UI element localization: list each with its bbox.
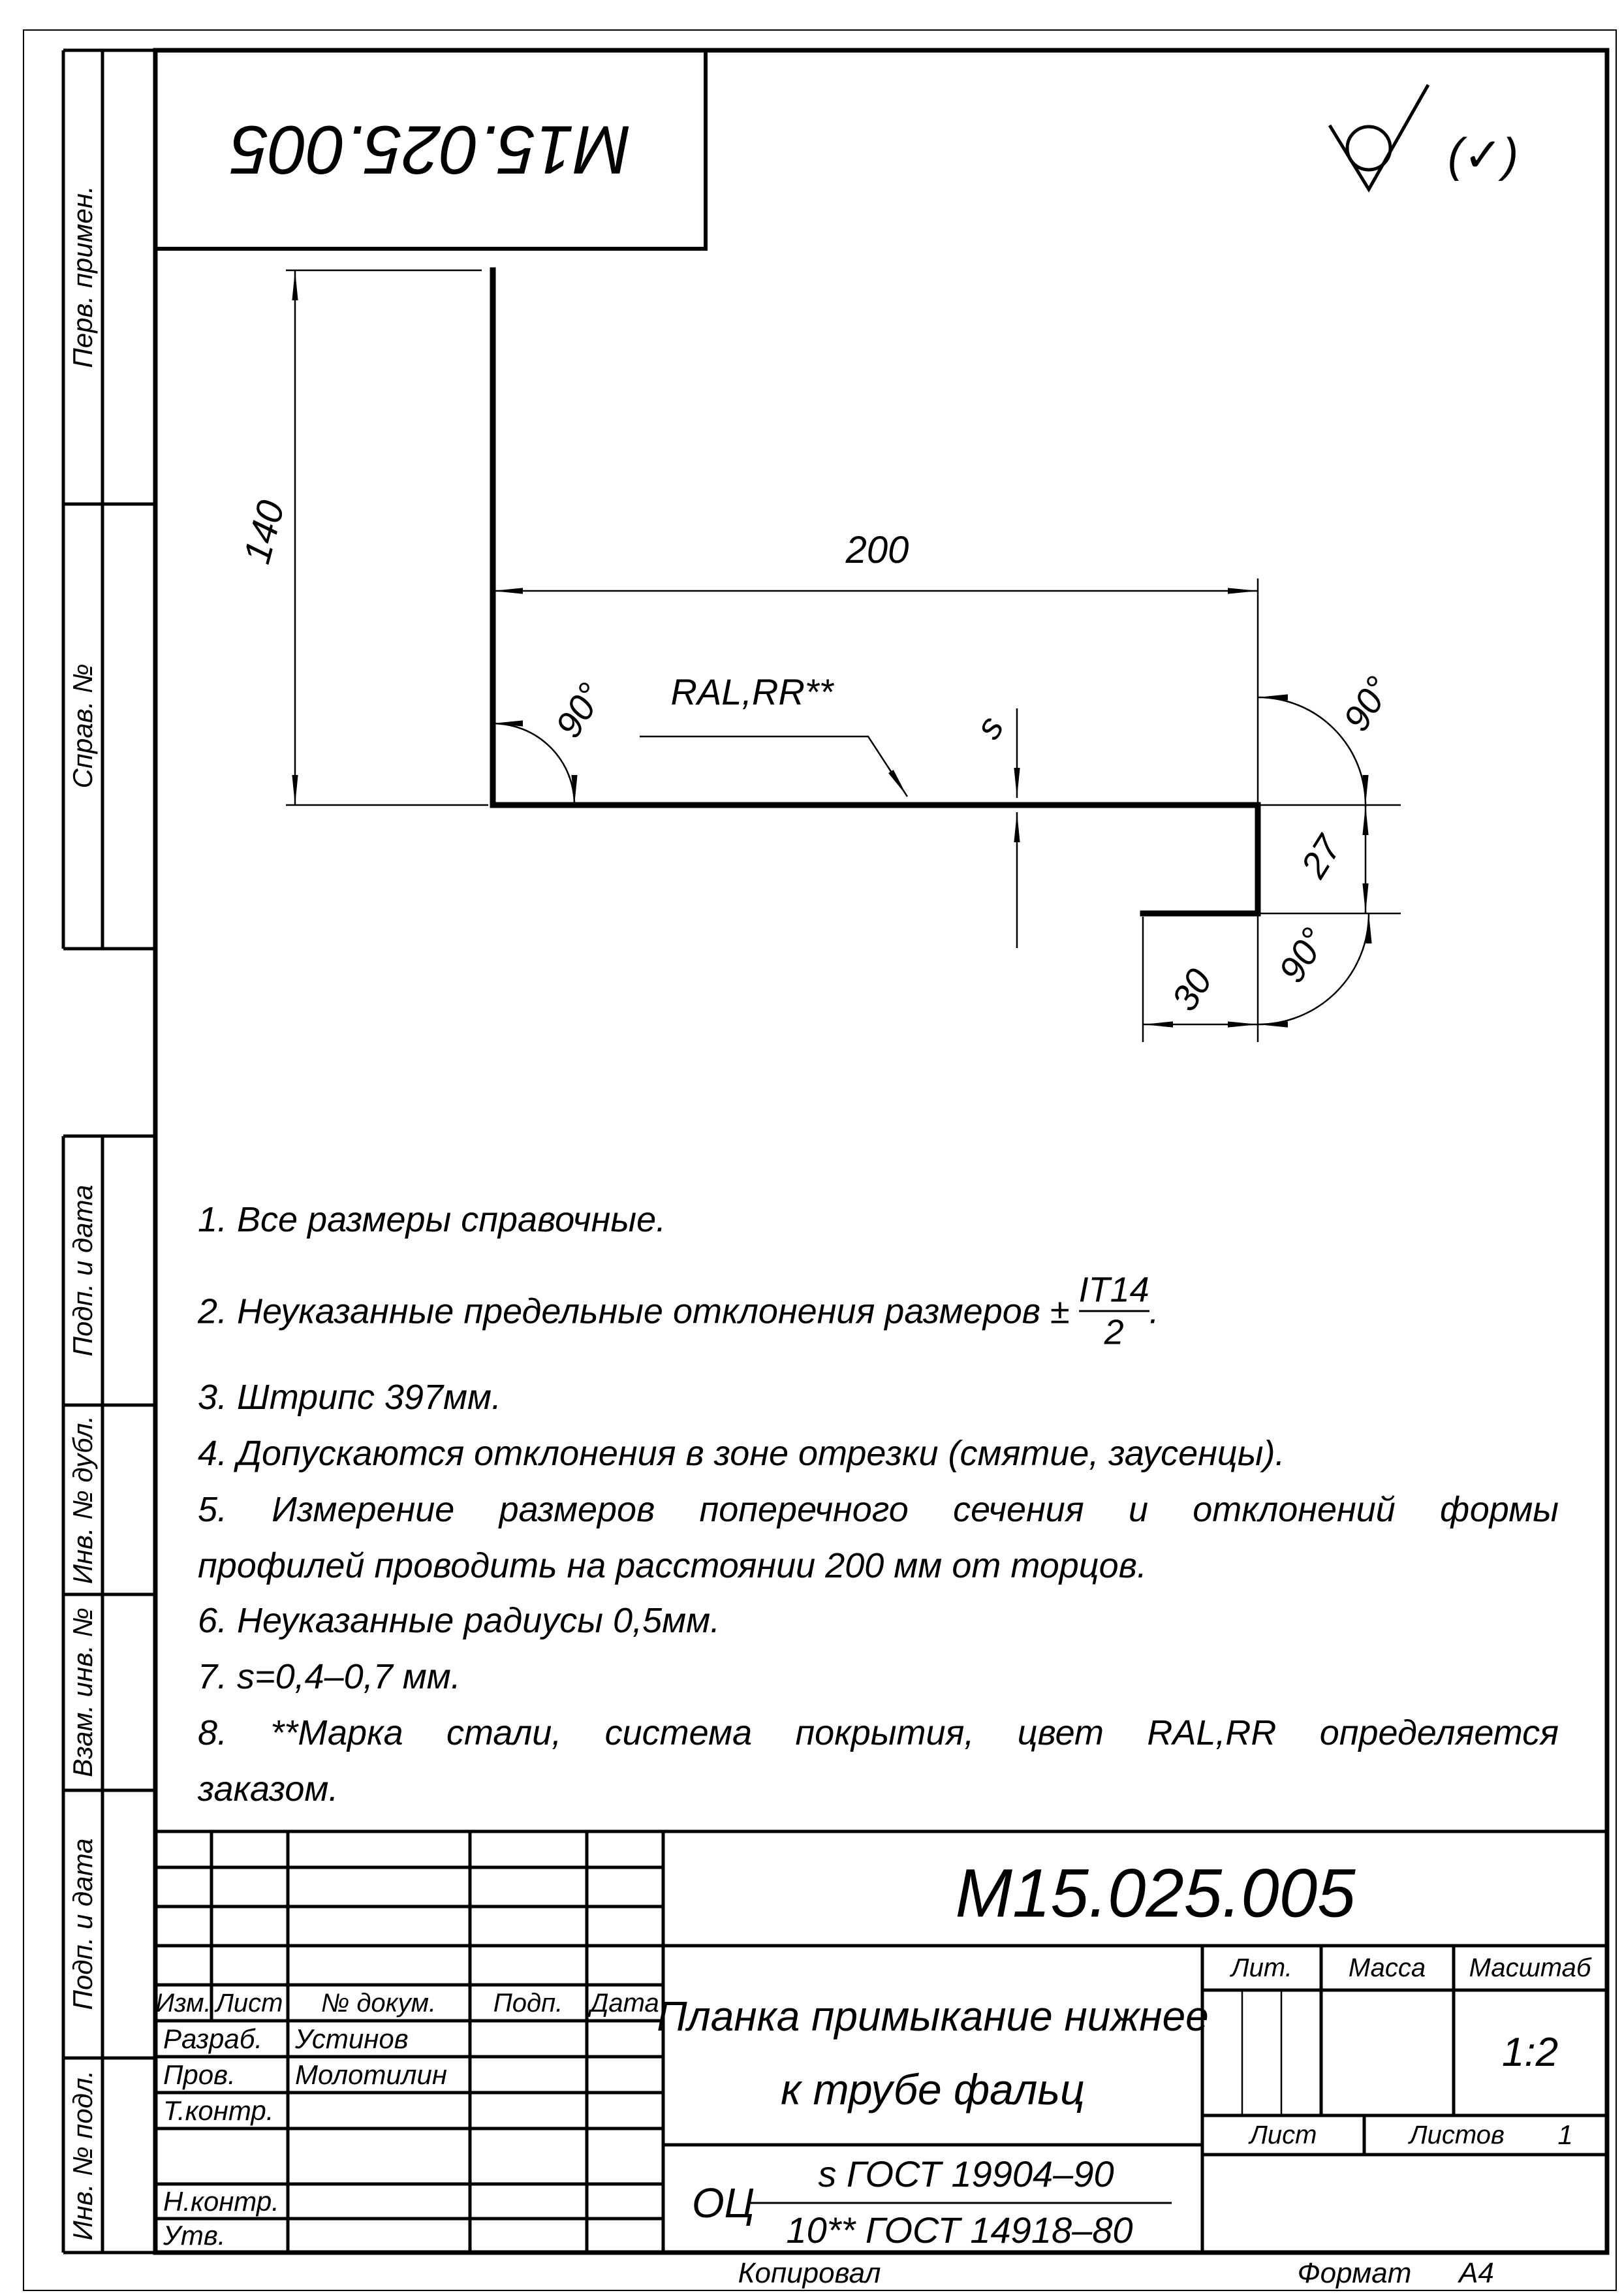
row-utv-label: Утв.: [163, 2220, 226, 2251]
tolerance-fraction-bar: [1079, 1310, 1149, 1312]
thickness-label: s: [967, 708, 1012, 746]
material-numerator: s ГОСТ 19904–90: [818, 2153, 1114, 2194]
footer-format-value: A4: [1459, 2257, 1494, 2289]
surface-finish-symbol: [1330, 85, 1428, 189]
title-designation: М15.025.005: [955, 1855, 1356, 1932]
footer-kopiroval: Копировал: [738, 2257, 881, 2289]
angle-top-right-label: 90°: [1335, 669, 1399, 738]
margin-label-perv-primen: Перв. примен.: [67, 185, 98, 368]
note-line-3: 3. Штрипс 397мм.: [198, 1378, 502, 1417]
margin-label-vzam-inv-no: Взам. инв. №: [67, 1607, 98, 1777]
note-line-5b: профилей проводить на расстоянии 200 мм от торцов.: [198, 1546, 1147, 1585]
margin-label-podp-i-data-1: Подп. и дата: [67, 1184, 98, 1357]
note-line-8a: 8. **Марка стали, система покрытия, цвет RAL,RR определяется: [198, 1713, 1559, 1752]
profile-outline: [493, 270, 1258, 913]
row-prov-name: Молотилин: [295, 2059, 447, 2090]
dim-140-label: 140: [235, 496, 293, 569]
note-line-2-period: .: [1149, 1291, 1159, 1331]
dim-200-label: 200: [845, 529, 909, 571]
margin-label-inv-no-podl: Инв. № подл.: [67, 2070, 98, 2241]
row-razrab-label: Разраб.: [163, 2023, 262, 2054]
title-block-subgrid: [1242, 1990, 1281, 2115]
footer-format-label: Формат: [1297, 2257, 1412, 2289]
header-masshtab: Масштаб: [1469, 1954, 1591, 1982]
header-data: Дата: [590, 1989, 659, 2018]
note-line-8b: заказом.: [198, 1769, 339, 1809]
top-stamp-designation: М15.025.005: [230, 111, 631, 188]
header-podp: Подп.: [493, 1989, 563, 2018]
material-prefix: ОЦ: [691, 2179, 755, 2226]
tolerance-fraction: [1078, 1270, 1149, 1352]
header-doc: № докум.: [320, 1989, 437, 2018]
row-prov-label: Пров.: [163, 2059, 236, 2090]
margin-label-sprav-no: Справ. №: [67, 663, 98, 789]
dim-27-label: 27: [1292, 828, 1349, 885]
dim-30-label: 30: [1163, 961, 1220, 1018]
scale-value: 1:2: [1501, 2030, 1559, 2075]
row-nkontr-label: Н.контр.: [163, 2186, 279, 2217]
tolerance-fraction-denominator: 2: [1104, 1312, 1124, 1352]
coating-label: RAL,RR**: [670, 671, 834, 712]
header-list: Лист: [215, 1989, 283, 2018]
row-razrab-name: Устинов: [295, 2023, 409, 2054]
margin-label-inv-no-dubl: Инв. № дубл.: [67, 1415, 98, 1585]
extension-lines: [286, 270, 1401, 1042]
note-line-5a: 5. Измерение размеров поперечного сечения и отклонений формы: [198, 1490, 1559, 1529]
row-tkontr-label: Т.контр.: [163, 2095, 274, 2126]
material-denominator: 10** ГОСТ 14918–80: [786, 2209, 1133, 2251]
part-name-line2: к трубе фальц: [781, 2065, 1085, 2113]
listov-value: 1: [1557, 2119, 1573, 2150]
tolerance-fraction-numerator: IT14: [1078, 1270, 1149, 1310]
angle-left-label: 90°: [547, 676, 612, 745]
header-lit: Лит.: [1231, 1954, 1292, 1982]
header-izm: Изм.: [155, 1989, 211, 2018]
note-line-2-text: 2. Неуказанные предельные отклонения размеров ±: [198, 1291, 1070, 1331]
part-name-line1: Планка примыкание нижнее: [657, 1993, 1209, 2040]
coating-leader-line: [640, 736, 907, 797]
paper-border: [23, 30, 1616, 2290]
drawing-frame: [155, 50, 1607, 2253]
angle-arc-left: [493, 723, 574, 805]
header-massa: Масса: [1348, 1954, 1426, 1982]
note-line-2: [198, 1270, 1159, 1352]
note-line-7: 7. s=0,4–0,7 мм.: [198, 1657, 461, 1696]
margin-label-podp-i-data-2: Подп. и дата: [67, 1838, 98, 2010]
note-line-6: 6. Неуказанные радиусы 0,5мм.: [198, 1601, 721, 1640]
angle-bottom-right-label: 90°: [1270, 921, 1335, 990]
surface-finish-bracket-note: (✓): [1447, 129, 1519, 182]
note-line-1: 1. Все размеры справочные.: [198, 1200, 666, 1239]
note-line-4: 4. Допускаются отклонения в зоне отрезки (смятие, заусенцы).: [198, 1434, 1285, 1473]
header-listov: Листов: [1409, 2121, 1505, 2149]
header-list2: Лист: [1249, 2121, 1317, 2149]
